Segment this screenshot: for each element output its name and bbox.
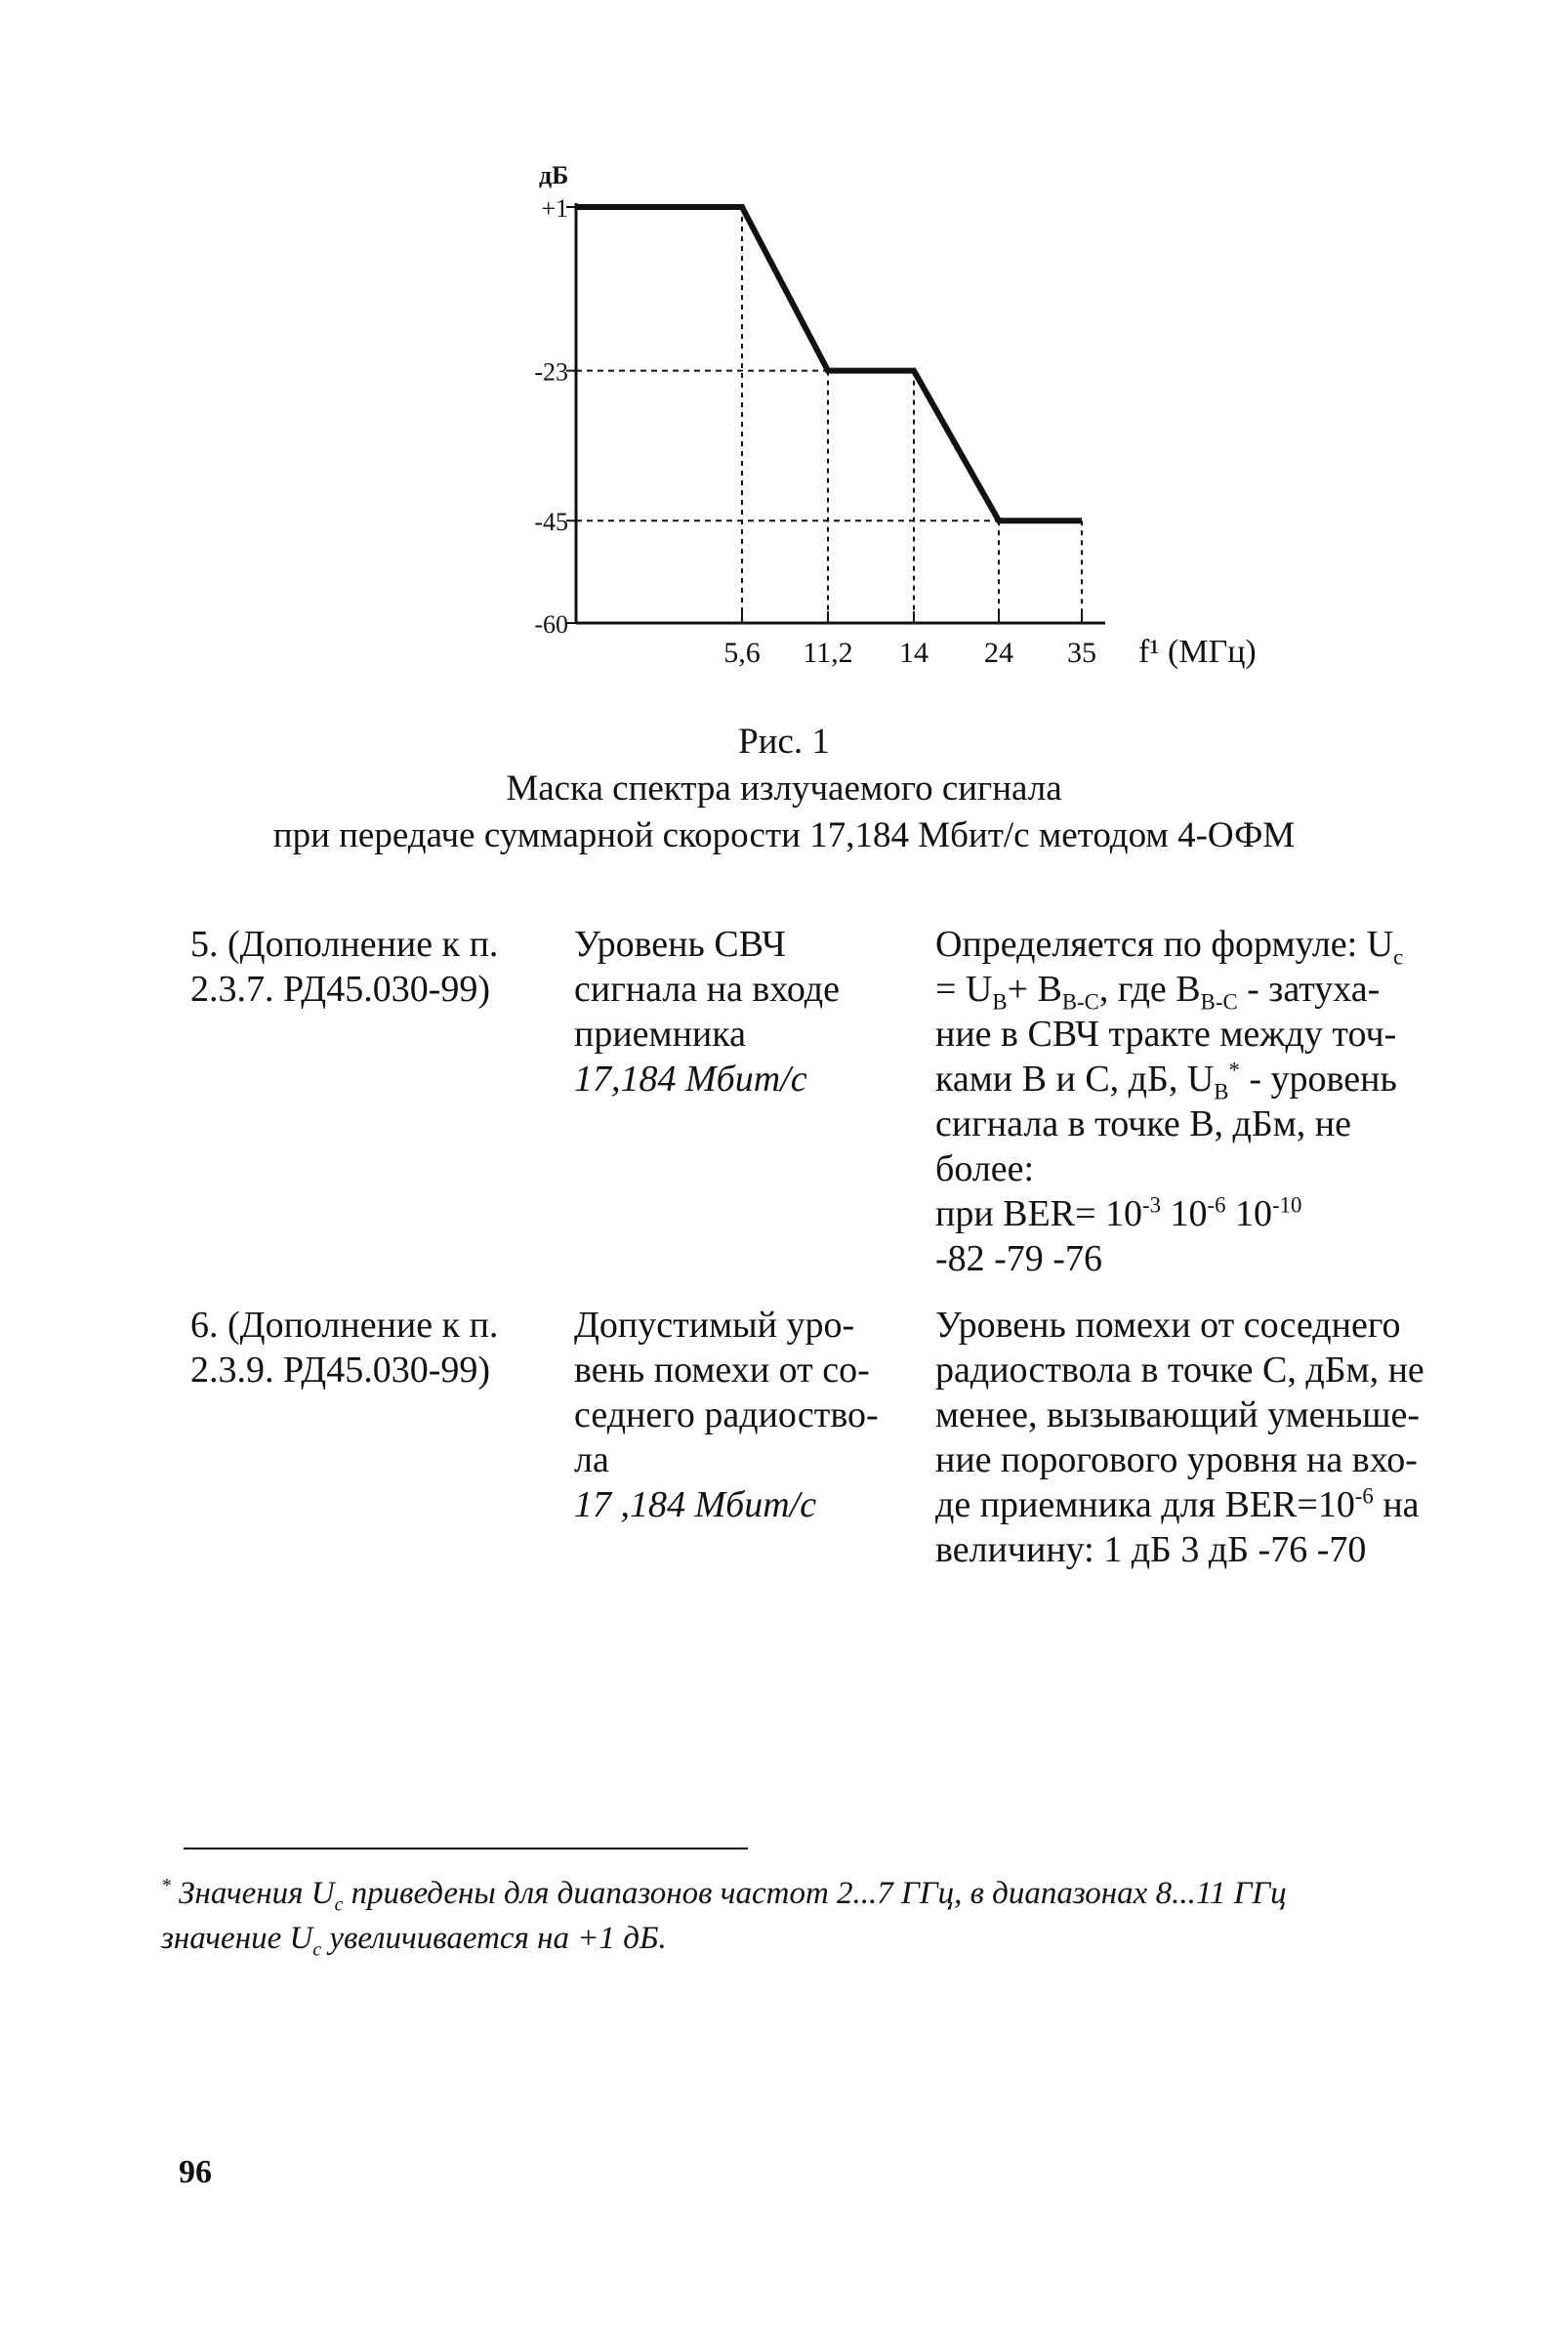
figure-number: Рис. 1: [738, 722, 830, 762]
y-tick-labels: [534, 194, 568, 639]
axes: [566, 203, 1105, 623]
x-tick-label: 5,6: [723, 637, 761, 669]
grid-lines: [576, 207, 1082, 623]
x-tick-label: 11,2: [803, 637, 853, 669]
spectrum-mask-chart: [0, 0, 1568, 703]
figure-title-line2: при передаче суммарной скорости 17,184 Мбит/с методом 4-ОФМ: [272, 815, 1296, 855]
x-axis-label: f¹ (МГц): [1138, 634, 1257, 670]
parameter-name: Допустимый уро- вень помехи от со- седнего радиоство- ла 17 ,184 Мбит/с: [574, 1305, 879, 1525]
x-tick-labels: [723, 637, 1096, 669]
item-reference: 6. (Дополнение к п. 2.3.9. РД45.030-99): [190, 1305, 499, 1391]
x-tick-label: 24: [984, 637, 1013, 669]
y-tick-label: -23: [534, 357, 568, 387]
figure-title-line1: Маска спектра излучаемого сигнала: [506, 769, 1062, 809]
parameter-name: Уровень СВЧ сигнала на входе приемника 17,184 Мбит/с: [574, 924, 840, 1100]
x-tick-label: 35: [1067, 637, 1096, 669]
parameter-value: Определяется по формуле: $U_c$ = $U_B+ B_{B-C}$, где $B_{B-C}$ - затуха- ние в СВЧ тракте между точ- ками В и С, дБ, $U_B^*$ - уровень сигнала в точке В, дБм, не более: при $BER= 10^{-3}$ $10^{-6}$ $10^{-10}$ -82 -79 -76: [935, 924, 1404, 1279]
y-axis-label: дБ: [539, 161, 569, 189]
spectrum-mask-line: [576, 207, 1082, 520]
x-tick-label: 14: [899, 637, 928, 669]
y-tick-label: -60: [534, 610, 568, 639]
page-number: 96: [179, 2154, 212, 2190]
parameter-value: Уровень помехи от соседнего радиоствола в точке С, дБм, не менее, вызывающий уменьше- ние порогового уровня на вхо- де приемника для $BER=10^{-6}$ на величину: 1 дБ 3 дБ -76 -70: [935, 1305, 1424, 1570]
y-tick-label: +1: [541, 194, 568, 223]
footnote: * Значения $U_c$ приведены для диапазонов частот 2...7 ГГц, в диапазонах 8...11 ГГц значение $U_c$ увеличивается на +1 дБ.: [161, 1875, 1287, 1961]
footnote-separator: [184, 1848, 748, 1849]
y-tick-label: -45: [534, 508, 568, 537]
item-reference: 5. (Дополнение к п. 2.3.7. РД45.030-99): [190, 924, 499, 1010]
